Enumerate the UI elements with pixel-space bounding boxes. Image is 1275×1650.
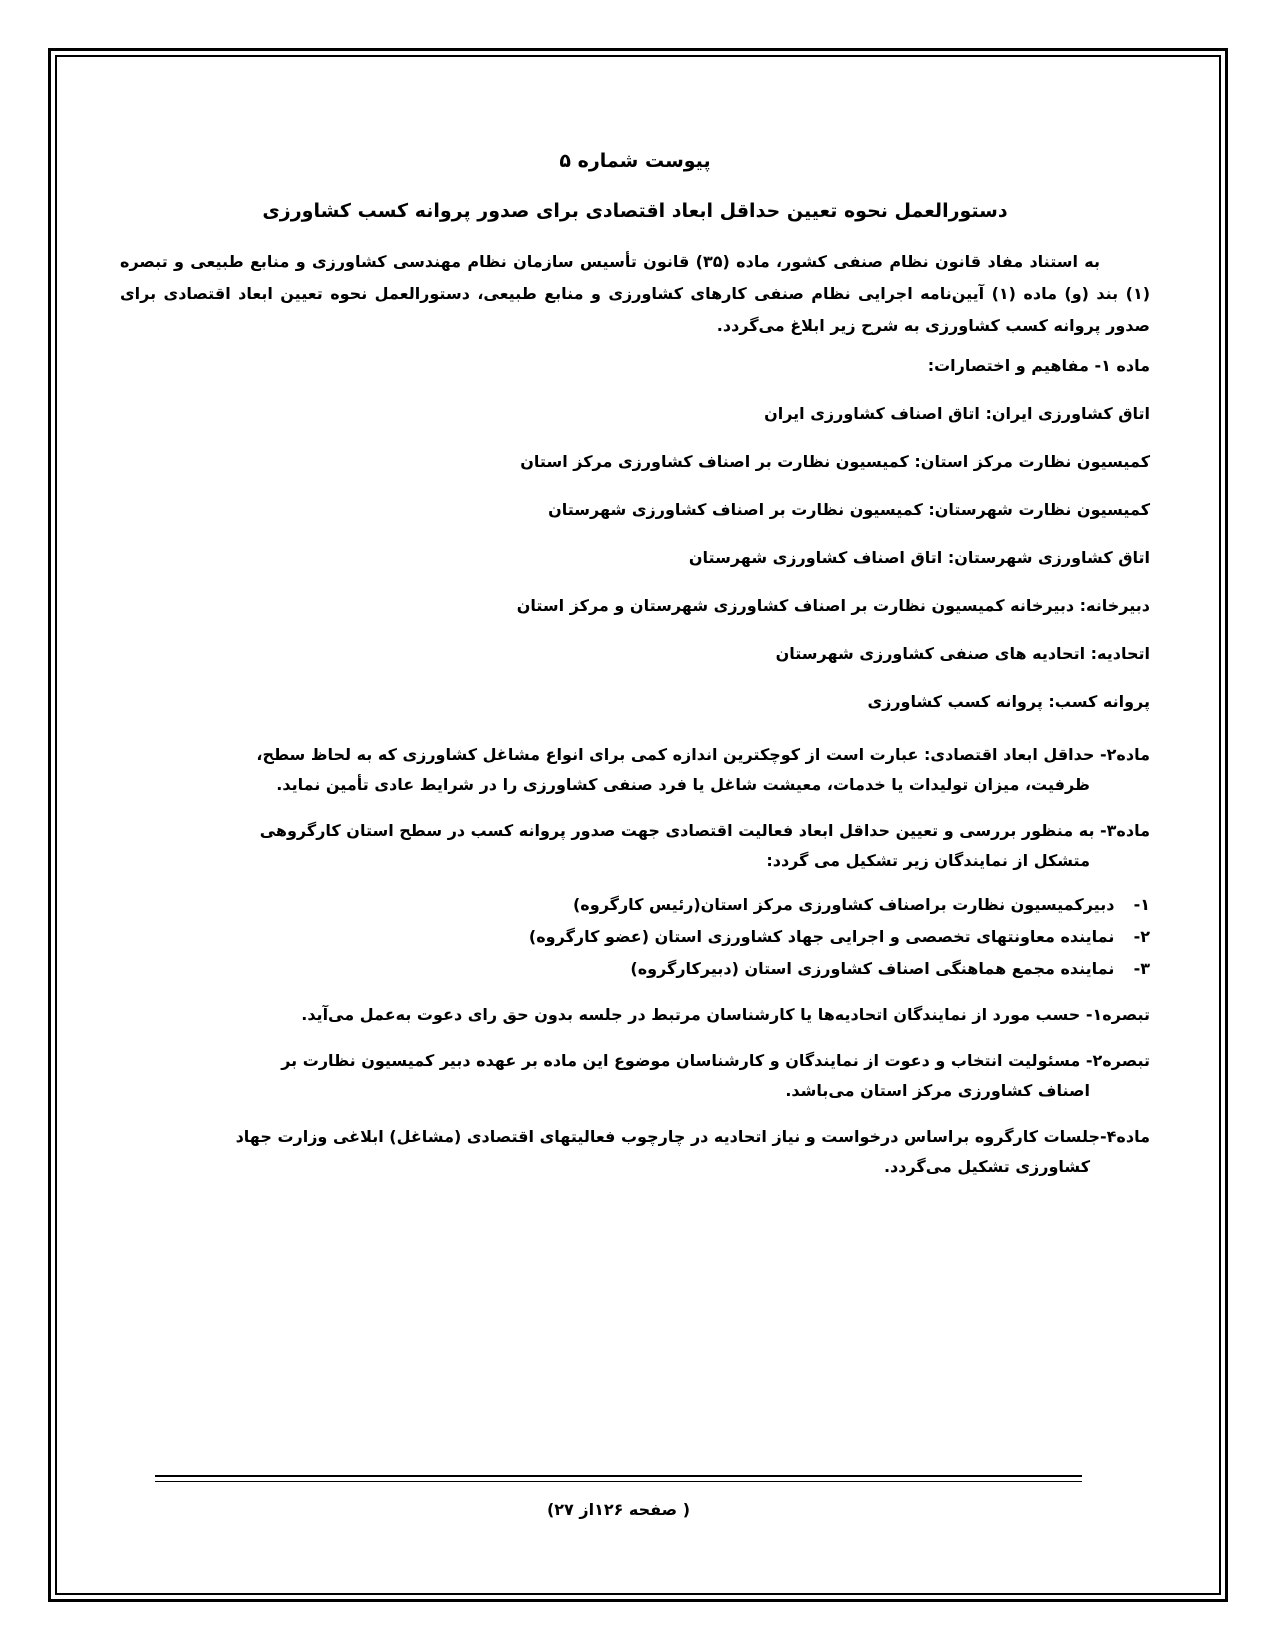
member-text: نماینده معاونتهای تخصصی و اجرایی جهاد کشاورزی استان (عضو کارگروه) (528, 927, 1115, 946)
footer-divider (155, 1475, 1082, 1477)
note-1-text: تبصره۱- حسب مورد از نمایندگان اتحادیه‌ها یا کارشناسان مرتبط در جلسه بدون حق رای دعوت به‌عمل می‌آید. (301, 1005, 1150, 1024)
appendix-title: پیوست شماره ۵ (559, 150, 711, 172)
member-number: ۳- (1133, 959, 1150, 978)
article-1-heading: ماده ۱- مفاهیم و اختصارات: (927, 356, 1150, 375)
member-number: ۱- (1133, 895, 1150, 914)
document-title: دستورالعمل نحوه تعیین حداقل ابعاد اقتصادی برای صدور پروانه کسب کشاورزی (262, 200, 1008, 222)
article-3-continuation: متشکل از نمایندگان زیر تشکیل می گردد: (766, 851, 1090, 870)
definition-item: اتحادیه: اتحادیه های صنفی کشاورزی شهرستان (775, 644, 1150, 663)
definition-item: کمیسیون نظارت مرکز استان: کمیسیون نظارت بر اصناف کشاورزی مرکز استان (520, 452, 1150, 471)
article-2-continuation: ظرفیت، میزان تولیدات یا خدمات، معیشت شاغل یا فرد صنفی کشاورزی را در شرایط عادی تأمین نماید. (276, 775, 1090, 794)
article-4 (120, 1122, 1150, 1182)
note-1 (120, 1000, 1150, 1030)
note-2-continuation: اصناف کشاورزی مرکز استان می‌باشد. (785, 1081, 1090, 1100)
working-group-members (120, 892, 1150, 982)
definition-item: پروانه کسب: پروانه کسب کشاورزی (867, 692, 1150, 711)
intro-paragraph: به استناد مفاد قانون نظام صنفی کشور، ماده (۳۵) قانون تأسیس سازمان نظام مهندسی کشاورزی و منابع طبیعی و تبصره (۱) بند (و) ماده (۱) آیین‌نامه اجرایی نظام صنفی کارهای کشاورزی و منابع طبیعی، دستورالعمل نحوه تعیین ابعاد اقتصادی برای صدور پروانه کسب کشاورزی به شرح زیر ابلاغ می‌گردد. (120, 252, 1151, 335)
member-number: ۲- (1133, 927, 1150, 946)
note-2 (120, 1046, 1150, 1106)
member-text: نماینده مجمع هماهنگی اصناف کشاورزی استان (دبیرکارگروه) (630, 959, 1115, 978)
definition-item: اتاق کشاورزی ایران: اتاق اصناف کشاورزی ایران (764, 404, 1150, 423)
definition-item: دبیرخانه: دبیرخانه کمیسیون نظارت بر اصناف کشاورزی شهرستان و مرکز استان (516, 596, 1150, 615)
member-item (120, 892, 1150, 918)
article-3 (120, 816, 1150, 876)
article-3-line: ماده۳- به منظور بررسی و تعیین حداقل ابعاد فعالیت اقتصادی جهت صدور پروانه کسب در سطح استان کارگروهی (259, 821, 1150, 840)
article-2 (120, 740, 1150, 800)
article-1 (120, 356, 1150, 711)
footer-divider-thin (155, 1481, 1082, 1482)
article-2-line: ماده۲- حداقل ابعاد اقتصادی: عبارت است از کوچکترین اندازه کمی برای انواع مشاغل کشاورزی که به لحاظ سطح، (256, 745, 1150, 764)
member-item (120, 924, 1150, 950)
member-item (120, 956, 1150, 982)
page-number: ( صفحه ۱۲۶از ۲۷) (546, 1500, 691, 1519)
definition-item: اتاق کشاورزی شهرستان: اتاق اصناف کشاورزی شهرستان (688, 548, 1150, 567)
article-4-continuation: کشاورزی تشکیل می‌گردد. (883, 1157, 1090, 1176)
article-4-line: ماده۴-جلسات کارگروه براساس درخواست و نیاز اتحادیه در چارچوب فعالیتهای اقتصادی (مشاغل) ابلاغی وزارت جهاد (235, 1127, 1150, 1146)
definition-item: کمیسیون نظارت شهرستان: کمیسیون نظارت بر اصناف کشاورزی شهرستان (548, 500, 1150, 519)
document-body (120, 150, 1150, 1198)
member-text: دبیرکمیسیون نظارت براصناف کشاورزی مرکز استان(رئیس کارگروه) (572, 895, 1115, 914)
note-2-line: تبصره۲- مسئولیت انتخاب و دعوت از نمایندگان و کارشناسان موضوع این ماده بر عهده دبیر کمیسیون نظارت بر (281, 1051, 1150, 1070)
